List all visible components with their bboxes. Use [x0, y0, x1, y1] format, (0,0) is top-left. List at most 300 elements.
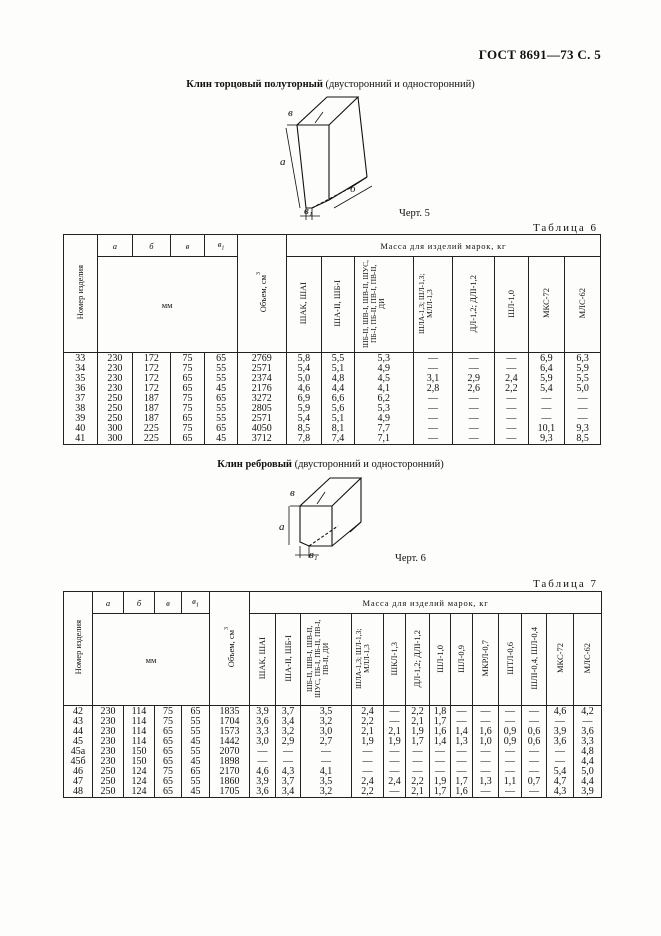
table-cell: 75	[170, 353, 205, 365]
table-cell: 114	[124, 706, 155, 718]
table-cell: 3,7	[276, 777, 301, 787]
table-row	[64, 434, 601, 445]
table-cell: 225	[133, 424, 171, 434]
table-cell: —	[547, 757, 574, 767]
table-cell: 45	[205, 434, 238, 445]
figure6-a-letter: а	[279, 521, 285, 533]
table-cell: 250	[97, 394, 133, 404]
table-cell: —	[430, 767, 451, 777]
row-number-cell: 46	[64, 767, 93, 777]
row-number-cell: 36	[64, 384, 98, 394]
table-cell: 230	[93, 747, 124, 757]
table-cell: 114	[124, 717, 155, 727]
table-cell: 65	[170, 414, 205, 424]
table-cell: —	[473, 717, 499, 727]
table6-b-header: б	[133, 235, 171, 257]
table-cell: 124	[124, 777, 155, 787]
table-cell: —	[430, 757, 451, 767]
table-cell: 2,1	[406, 787, 430, 798]
row-number-cell: 37	[64, 394, 98, 404]
table6-brand-header: ДЛ-1,2; ДЛI-1,2	[453, 257, 495, 353]
row-number-cell: 35	[64, 374, 98, 384]
table-cell: 0,9	[499, 727, 522, 737]
table-cell: —	[473, 706, 499, 718]
table-cell: —	[413, 404, 453, 414]
table-cell: 230	[93, 706, 124, 718]
table-cell: 65	[182, 767, 210, 777]
table7-brand-header: ШЛI-0,4, ШЛ-0,4	[522, 614, 547, 706]
table-cell: 300	[97, 434, 133, 445]
table7-v-header: в	[155, 592, 182, 614]
table-cell: —	[413, 364, 453, 374]
table-cell: 75	[170, 404, 205, 414]
table-cell: 9,3	[565, 424, 601, 434]
table7-mm-header: мм	[93, 614, 210, 706]
table-cell: —	[384, 717, 406, 727]
table-cell: 250	[93, 777, 124, 787]
table-cell: 75	[170, 364, 205, 374]
table-cell: 172	[133, 374, 171, 384]
table-cell: 2,1	[406, 717, 430, 727]
figure5-drawing	[270, 90, 400, 222]
table-cell: 1442	[210, 737, 250, 747]
table-cell: 4,6	[547, 706, 574, 718]
table-cell: 9,3	[528, 434, 565, 445]
table-cell: —	[451, 747, 473, 757]
table-cell: —	[384, 757, 406, 767]
table7-brand-header: ШТЛ-0,6	[499, 614, 522, 706]
table-cell: 187	[133, 404, 171, 414]
table-cell: 3,5	[301, 706, 352, 718]
table-cell: —	[522, 717, 547, 727]
table-cell: 1,9	[406, 727, 430, 737]
row-number-cell: 43	[64, 717, 93, 727]
table7-brand-header: ШБ-II, ШВ-I, ШВ-II, ШУС, ПБ-I, ПБ-II, ПВ-I, ПВ-II, ДИ	[301, 614, 352, 706]
table-cell: 3,9	[574, 787, 602, 798]
table-cell: —	[495, 394, 529, 404]
table-cell: 1,4	[451, 727, 473, 737]
table-cell: 1,7	[451, 777, 473, 787]
table-cell: —	[413, 434, 453, 445]
table-cell: —	[384, 706, 406, 718]
table-cell: —	[547, 717, 574, 727]
table-cell: 3,4	[276, 717, 301, 727]
table-cell: 114	[124, 737, 155, 747]
table-cell: 55	[182, 777, 210, 787]
table7-brand-header: ДЛ-1,2; ДЛI-1,2	[406, 614, 430, 706]
table-cell: —	[413, 353, 453, 365]
table-cell: 65	[170, 374, 205, 384]
table-cell: —	[522, 787, 547, 798]
table-cell: 3,2	[276, 727, 301, 737]
table-cell: 4,8	[322, 374, 355, 384]
figure5-b-letter: в	[288, 107, 293, 119]
table-cell: —	[406, 757, 430, 767]
table-cell: 55	[205, 404, 238, 414]
table-cell: 55	[205, 364, 238, 374]
table6-brand-header: ШБ-II, ШВ-I, ШВ-II, ШУС, ПБ-I, ПБ-II, ПВ-I, ПВ-II, ДИ	[354, 257, 413, 353]
table7-b-header: б	[124, 592, 155, 614]
table-cell: —	[250, 747, 276, 757]
table6-volume-header: Объем, $см^3$	[237, 235, 286, 353]
table-cell: 1,9	[384, 737, 406, 747]
table-cell: 230	[97, 353, 133, 365]
table-cell: —	[453, 394, 495, 404]
table7-mass-header: Масса для изделий марок, кг	[250, 592, 602, 614]
table-cell: —	[451, 767, 473, 777]
table-cell: 1898	[210, 757, 250, 767]
table-cell: 1,9	[430, 777, 451, 787]
table-cell: 0,7	[522, 777, 547, 787]
table7-num-header: Номер изделия	[64, 592, 93, 706]
table7-brand-header: ШЛА-1,3; ШЛ-1,3; МЛЛ-1,3	[352, 614, 384, 706]
table-cell: —	[453, 404, 495, 414]
table-cell: 187	[133, 414, 171, 424]
table-cell: 225	[133, 434, 171, 445]
table-cell: 5,3	[354, 353, 413, 365]
table-cell: 4,2	[574, 706, 602, 718]
table-cell: 4,4	[574, 777, 602, 787]
table-cell: 55	[182, 727, 210, 737]
table-cell: 3,6	[547, 737, 574, 747]
table6-brand-header: ША-II, ШБ-I	[322, 257, 355, 353]
table6-brand-header: ШАК, ШАI	[286, 257, 322, 353]
table-cell: 1835	[210, 706, 250, 718]
table-cell: 1704	[210, 717, 250, 727]
table-cell: 65	[205, 424, 238, 434]
table6-brand-header: МКС-72	[528, 257, 565, 353]
table-cell: 1,7	[430, 787, 451, 798]
table-cell: —	[453, 424, 495, 434]
table-cell: —	[528, 404, 565, 414]
table-cell: 5,4	[547, 767, 574, 777]
table-cell: 1,6	[451, 787, 473, 798]
page-header: ГОСТ 8691—73 С. 5	[478, 47, 601, 62]
table-cell: 1,3	[473, 777, 499, 787]
table-cell: 2070	[210, 747, 250, 757]
table-cell: 45	[205, 384, 238, 394]
table-cell: 65	[205, 353, 238, 365]
table7	[63, 591, 602, 798]
table-cell: 3,2	[301, 717, 352, 727]
table-cell: —	[413, 414, 453, 424]
table-cell: 65	[205, 394, 238, 404]
table-cell: 172	[133, 364, 171, 374]
table6-brand-header: МЛС-62	[565, 257, 601, 353]
table-cell: —	[495, 434, 529, 445]
table-cell: 4,3	[276, 767, 301, 777]
table-cell: 3,3	[250, 727, 276, 737]
row-number-cell: 34	[64, 364, 98, 374]
table-cell: 4,4	[574, 757, 602, 767]
table7-brand-header: МКС-72	[547, 614, 574, 706]
table-cell: 3,6	[250, 787, 276, 798]
table-cell: 2,4	[495, 374, 529, 384]
table-cell: 6,9	[286, 394, 322, 404]
table-cell: 5,1	[322, 414, 355, 424]
table7-a-header: а	[93, 592, 124, 614]
table-cell: 150	[124, 747, 155, 757]
table-cell: —	[574, 717, 602, 727]
figure5-b1-letter: в₁	[304, 205, 313, 217]
table-cell: 2,8	[413, 384, 453, 394]
table-cell: 1,7	[430, 717, 451, 727]
table-cell: 8,5	[565, 434, 601, 445]
table6-label: Таблица 6	[532, 222, 598, 234]
table-cell: —	[495, 424, 529, 434]
table-cell: —	[352, 757, 384, 767]
table-cell: 4,3	[547, 787, 574, 798]
table-cell: —	[276, 757, 301, 767]
table-cell: —	[522, 757, 547, 767]
table-cell: 3,9	[250, 706, 276, 718]
table-cell: —	[473, 787, 499, 798]
table-cell: —	[499, 787, 522, 798]
table-cell: —	[499, 747, 522, 757]
table-cell: 2176	[237, 384, 286, 394]
table-cell: 7,7	[354, 424, 413, 434]
table-cell: 187	[133, 394, 171, 404]
table-cell: 4050	[237, 424, 286, 434]
table-cell: —	[451, 717, 473, 727]
table7-brand-header: ШАК, ШАI	[250, 614, 276, 706]
table-cell: 2769	[237, 353, 286, 365]
table-cell: 8,5	[286, 424, 322, 434]
figure6-caption-rest: (двусторонний и односторонний)	[291, 459, 444, 470]
table-cell: 230	[93, 727, 124, 737]
table-cell: —	[565, 404, 601, 414]
table-cell: 5,0	[574, 767, 602, 777]
table-cell: 2,4	[352, 777, 384, 787]
figure5-c-letter: б	[350, 183, 356, 195]
table-cell: —	[565, 394, 601, 404]
table-cell: 172	[133, 353, 171, 365]
table-cell: —	[499, 767, 522, 777]
table-cell: 65	[155, 787, 182, 798]
table-cell: 250	[93, 787, 124, 798]
table-cell: 7,4	[322, 434, 355, 445]
table-cell: 3,6	[574, 727, 602, 737]
table-cell: 65	[170, 434, 205, 445]
table-cell: 3,0	[250, 737, 276, 747]
table-cell: 4,7	[547, 777, 574, 787]
table-cell: 5,4	[286, 364, 322, 374]
table-cell: 250	[97, 404, 133, 414]
table-cell: 1,7	[406, 737, 430, 747]
table6-mass-header: Масса для изделий марок, кг	[286, 235, 600, 257]
table-cell: 250	[97, 414, 133, 424]
table6	[63, 234, 601, 445]
table-cell: —	[499, 757, 522, 767]
table-cell: —	[384, 767, 406, 777]
table-cell: 3,5	[301, 777, 352, 787]
table-cell: 5,4	[286, 414, 322, 424]
table-cell: 4,6	[286, 384, 322, 394]
table7-label: Таблица 7	[532, 578, 598, 590]
row-number-cell: 39	[64, 414, 98, 424]
table-cell: 5,1	[322, 364, 355, 374]
table-cell: 65	[155, 727, 182, 737]
table-cell: 5,5	[565, 374, 601, 384]
table-cell: —	[250, 757, 276, 767]
table-cell: 1,4	[430, 737, 451, 747]
table-cell: 5,8	[286, 353, 322, 365]
table-cell: 65	[155, 737, 182, 747]
table-cell: 6,9	[528, 353, 565, 365]
table-cell: 6,6	[322, 394, 355, 404]
table-cell: —	[384, 747, 406, 757]
table-cell: —	[352, 747, 384, 757]
table-cell: —	[522, 706, 547, 718]
table-cell: 4,9	[354, 364, 413, 374]
table-cell: 114	[124, 727, 155, 737]
table6-v-header: в	[170, 235, 205, 257]
table-cell: 55	[182, 717, 210, 727]
table6-a-header: а	[97, 235, 133, 257]
table-cell: —	[451, 706, 473, 718]
table-cell: 230	[97, 374, 133, 384]
table-cell: 55	[205, 414, 238, 424]
figure5-caption	[0, 79, 661, 90]
table-cell: 2805	[237, 404, 286, 414]
table-cell: 4,4	[322, 384, 355, 394]
table-cell: 6,4	[528, 364, 565, 374]
table-row	[64, 787, 602, 798]
table-cell: —	[495, 404, 529, 414]
table-cell: 6,2	[354, 394, 413, 404]
row-number-cell: 48	[64, 787, 93, 798]
table-cell: 65	[155, 747, 182, 757]
table-cell: 5,5	[322, 353, 355, 365]
row-number-cell: 44	[64, 727, 93, 737]
table-cell: 3,1	[413, 374, 453, 384]
table-cell: 65	[170, 384, 205, 394]
row-number-cell: 40	[64, 424, 98, 434]
table-cell: 0,6	[522, 737, 547, 747]
table7-brand-header: МКРЛ-0,7	[473, 614, 499, 706]
table-cell: 75	[155, 767, 182, 777]
table-cell: —	[453, 414, 495, 424]
table-cell: 1,9	[352, 737, 384, 747]
table-cell: —	[528, 414, 565, 424]
figure5-caption-rest: (двусторонний и односторонний)	[322, 79, 475, 90]
table-cell: 3,0	[301, 727, 352, 737]
table-cell: 75	[170, 394, 205, 404]
table6-brand-header: ШЛА-1,3; ШЛ-1,3; МЛЛ-1,3	[413, 257, 453, 353]
table-cell: —	[301, 757, 352, 767]
table-cell: —	[473, 757, 499, 767]
table-cell: 2,9	[453, 374, 495, 384]
table7-brand-header: МЛС-62	[574, 614, 602, 706]
table-cell: 0,6	[522, 727, 547, 737]
table-cell: 5,3	[354, 404, 413, 414]
table-cell: 230	[97, 364, 133, 374]
table-cell: 65	[155, 777, 182, 787]
table-cell: —	[453, 364, 495, 374]
table-cell: —	[547, 747, 574, 757]
table-cell: —	[499, 717, 522, 727]
table-cell: 230	[97, 384, 133, 394]
table-cell: 4,9	[354, 414, 413, 424]
table-cell: 124	[124, 787, 155, 798]
table7-brand-header: ША-II, ШБ-I	[276, 614, 301, 706]
table-cell: 45	[182, 787, 210, 798]
table-cell: 75	[170, 424, 205, 434]
figure5-caption-bold: Клин торцовый полуторный	[186, 79, 323, 90]
table-cell: —	[495, 414, 529, 424]
table-cell: 5,9	[565, 364, 601, 374]
table-cell: 4,1	[354, 384, 413, 394]
table-cell: 3,7	[276, 706, 301, 718]
table-cell: 5,6	[322, 404, 355, 414]
table-cell: 7,1	[354, 434, 413, 445]
table-cell: 5,9	[286, 404, 322, 414]
table-cell: 250	[93, 767, 124, 777]
figure6-caption-bold: Клин ребровый	[217, 459, 292, 470]
table-cell: 4,8	[574, 747, 602, 757]
table-cell: 300	[97, 424, 133, 434]
table-cell: 45	[182, 757, 210, 767]
table7-v1-header: $в_1$	[182, 592, 210, 614]
table-cell: 75	[155, 717, 182, 727]
table-cell: 3,2	[301, 787, 352, 798]
table-cell: —	[451, 757, 473, 767]
figure5-label: Черт. 5	[399, 208, 430, 219]
table-cell: 7,8	[286, 434, 322, 445]
table6-brand-header: ШЛ-1,0	[495, 257, 529, 353]
table7-brand-header: ШКЛ-1,3	[384, 614, 406, 706]
table-cell: —	[522, 767, 547, 777]
table-cell: —	[499, 706, 522, 718]
table-cell: —	[522, 747, 547, 757]
table-cell: 150	[124, 757, 155, 767]
table-cell: 10,1	[528, 424, 565, 434]
table-cell: 1860	[210, 777, 250, 787]
table-cell: 2,9	[276, 737, 301, 747]
row-number-cell: 41	[64, 434, 98, 445]
table-cell: —	[352, 767, 384, 777]
table-cell: 2,4	[352, 706, 384, 718]
table-cell: 2,1	[352, 727, 384, 737]
table6-num-header: Номер изделия	[64, 235, 98, 353]
row-number-cell: 45а	[64, 747, 93, 757]
table-cell: 1,8	[430, 706, 451, 718]
table-cell: 5,9	[528, 374, 565, 384]
table-cell: —	[495, 353, 529, 365]
table-cell: 2571	[237, 364, 286, 374]
table-cell: 0,9	[499, 737, 522, 747]
table-cell: 3,3	[574, 737, 602, 747]
figure5-a-letter: а	[280, 156, 286, 168]
table-cell: 3,4	[276, 787, 301, 798]
table-cell: 2,6	[453, 384, 495, 394]
table-cell: —	[565, 414, 601, 424]
table-cell: 124	[124, 767, 155, 777]
row-number-cell: 42	[64, 706, 93, 718]
table-cell: —	[276, 747, 301, 757]
table7-brand-header: ШЛ-1,0	[430, 614, 451, 706]
table-cell: —	[453, 353, 495, 365]
table-cell: 2,2	[495, 384, 529, 394]
table-cell: 4,6	[250, 767, 276, 777]
table-cell: 2,2	[352, 787, 384, 798]
table-cell: 2,2	[406, 777, 430, 787]
table-cell: 3272	[237, 394, 286, 404]
table-cell: —	[528, 394, 565, 404]
table-cell: 6,3	[565, 353, 601, 365]
table-cell: 1705	[210, 787, 250, 798]
table6-mm-header: мм	[97, 257, 237, 353]
